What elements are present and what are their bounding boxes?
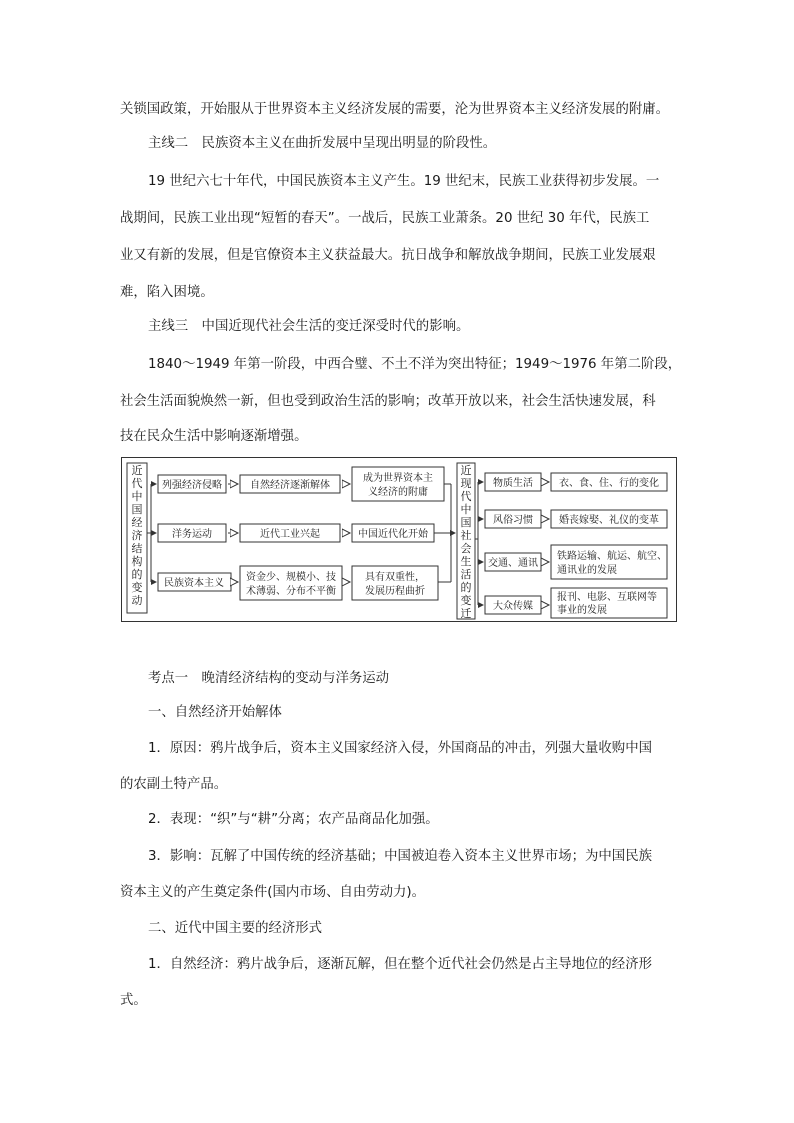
heading-main-line-two: 主线二 民族资本主义在曲折发展中呈现出明显的阶段性。 [148, 136, 497, 151]
right-title-char: 会 [460, 542, 472, 555]
node-westernization-movement: 洋务运动 [172, 529, 212, 540]
heading-exam-point-one: 考点一 晚清经济结构的变动与洋务运动 [148, 671, 390, 686]
left-title-text [132, 464, 143, 607]
node-appendage-line1: 成为世界资本主 [363, 473, 433, 484]
left-title-char: 构 [131, 555, 143, 568]
node-customs: 风俗习惯 [493, 515, 533, 526]
left-title-char: 变 [131, 581, 143, 594]
right-title-char: 社 [460, 529, 472, 542]
heading-main-line-three: 主线三 中国近现代社会生活的变迁深受时代的影响。 [148, 319, 470, 334]
paragraph-national-capitalism-line3: 业又有新的发展，但是官僚资本主义获益最大。抗日战争和解放战争期间，民族工业发展艰 [120, 248, 656, 263]
node-material-life: 物质生活 [493, 478, 533, 489]
paragraph-national-capitalism-line4: 难，陷入困境。 [120, 285, 214, 300]
right-title-char: 变 [460, 594, 472, 607]
node-foreign-economic-invasion: 列强经济侵略 [162, 480, 222, 491]
node-modernization-begins: 中国近代化开始 [358, 529, 428, 540]
node-appendage-line2: 义经济的附庸 [368, 487, 428, 498]
right-title-char: 的 [460, 581, 472, 594]
left-title-char: 中 [131, 490, 143, 503]
node-transport-desc-line1: 铁路运输、航运、航空、 [557, 551, 667, 562]
right-title-char: 中 [460, 503, 472, 516]
heading-natural-economy-disintegration: 一、自然经济开始解体 [148, 705, 282, 720]
node-media-desc-line1: 报刊、电影、互联网等 [557, 592, 657, 603]
paragraph-cause-line2: 的农副土特产品。 [120, 777, 228, 792]
right-title-char: 生 [460, 555, 472, 568]
node-material-life-desc: 衣、食、住、行的变化 [559, 478, 659, 489]
right-title-char: 国 [460, 516, 472, 529]
node-mass-media: 大众传媒 [493, 601, 533, 612]
left-title-char: 的 [131, 568, 143, 581]
paragraph-social-life-line2: 社会生活面貌焕然一新，但也受到政治生活的影响；改革开放以来，社会生活快速发展，科 [120, 394, 656, 409]
paragraph-impact-line2: 资本主义的产生奠定条件(国内市场、自由劳动力)。 [120, 885, 426, 900]
paragraph-closed-door-policy: 关锁国政策，开始服从于世界资本主义经济发展的需要，沦为世界资本主义经济发展的附庸。 [120, 102, 670, 117]
node-transport-communication: 交通、通讯 [488, 558, 538, 569]
node-weakness-line2: 术薄弱、分布不平衡 [246, 586, 336, 597]
right-title-char: 代 [460, 490, 472, 503]
paragraph-social-life-line1: 1840～1949 年第一阶段，中西合璧、不土不洋为突出特征；1949～1976 年第二阶段， [148, 357, 682, 372]
paragraph-manifestation: 2．表现：“织”与“耕”分离；农产品商品化加强。 [148, 812, 439, 827]
node-weakness-line1: 资金少、规模小、技 [246, 572, 336, 583]
knowledge-structure-diagram [121, 457, 677, 622]
node-natural-economy-disintegration: 自然经济逐渐解体 [250, 480, 330, 491]
right-title-char: 迁 [460, 607, 472, 620]
right-title-char: 近 [460, 464, 472, 477]
node-transport-desc-line2: 通讯业的发展 [557, 565, 617, 576]
paragraph-national-capitalism-line1: 19 世纪六七十年代，中国民族资本主义产生。19 世纪末，民族工业获得初步发展。一 [148, 174, 660, 189]
node-duality-line1: 具有双重性， [365, 572, 425, 583]
left-title-char: 结 [131, 542, 143, 555]
node-customs-desc: 婚丧嫁娶、礼仪的变革 [559, 515, 659, 526]
paragraph-social-life-line3: 技在民众生活中影响逐渐增强。 [120, 429, 308, 444]
left-title-char: 近 [131, 464, 143, 477]
right-title-char: 活 [460, 568, 472, 581]
heading-economic-forms: 二、近代中国主要的经济形式 [148, 921, 323, 936]
right-title-text [461, 464, 472, 620]
paragraph-natural-economy-line2: 式。 [120, 993, 147, 1008]
right-title-char: 现 [460, 477, 472, 490]
paragraph-cause-line1: 1．原因：鸦片战争后，资本主义国家经济入侵，外国商品的冲击，列强大量收购中国 [148, 741, 652, 756]
left-title-char: 济 [131, 529, 143, 542]
node-duality-line2: 发展历程曲折 [365, 586, 425, 597]
left-title-char: 动 [131, 594, 143, 607]
paragraph-national-capitalism-line2: 战期间，民族工业出现“短暂的春天”。一战后，民族工业萧条。20 世纪 30 年代，民族工 [120, 211, 650, 226]
paragraph-impact-line1: 3．影响：瓦解了中国传统的经济基础；中国被迫卷入资本主义世界市场；为中国民族 [148, 849, 652, 864]
node-national-capitalism: 民族资本主义 [164, 578, 224, 589]
left-title-char: 经 [131, 516, 143, 529]
left-title-char: 国 [131, 503, 143, 516]
node-modern-industry-rise: 近代工业兴起 [260, 529, 320, 540]
left-title-char: 代 [131, 477, 143, 490]
paragraph-natural-economy-line1: 1．自然经济：鸦片战争后，逐渐瓦解，但在整个近代社会仍然是占主导地位的经济形 [148, 957, 652, 972]
node-media-desc-line2: 事业的发展 [557, 605, 607, 616]
